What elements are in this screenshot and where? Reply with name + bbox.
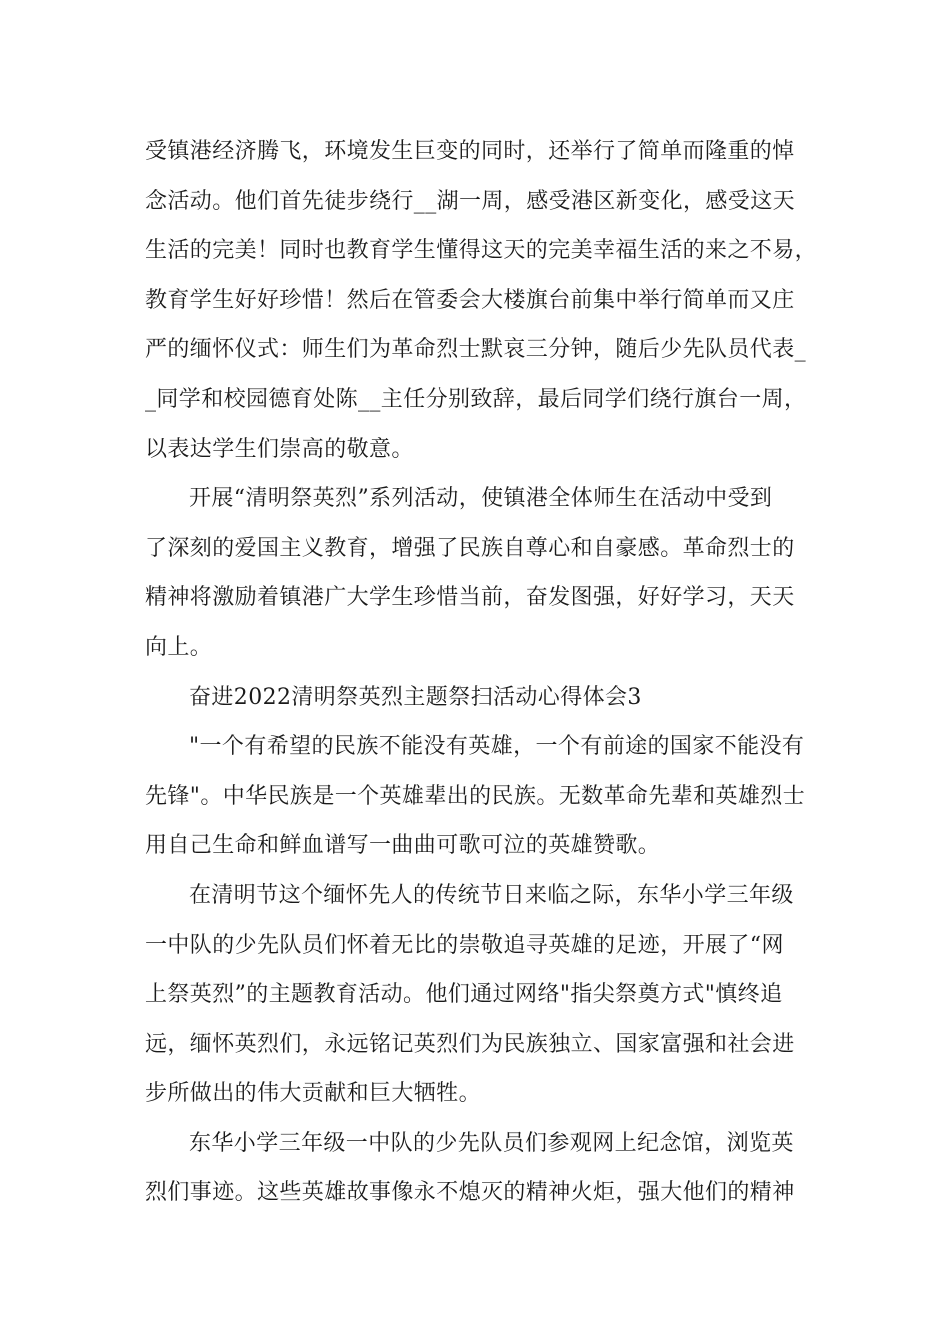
text-line: 用自己生命和鲜血谱写一曲曲可歌可泣的英雄赞歌。 — [145, 833, 661, 859]
paragraph-first-line: "一个有希望的民族不能没有英雄，一个有前途的国家不能没有 — [189, 734, 805, 760]
document-body — [145, 127, 820, 1218]
text-line: 先锋"。中华民族是一个英雄辈出的民族。无数革命先辈和英雄烈士 — [145, 783, 806, 809]
text-line: 精神将激励着镇港广大学生珍惜当前，奋发图强，好好学习，天天 — [145, 585, 795, 611]
text-line: 以表达学生们崇高的敬意。 — [145, 436, 414, 462]
text-line: 向上。 — [145, 634, 213, 660]
text-line: 受镇港经济腾飞，环境发生巨变的同时，还举行了简单而隆重的悼 — [145, 139, 795, 164]
text-line: 烈们事迹。这些英雄故事像永不熄灭的精神火炬，强大他们的精神 — [145, 1180, 795, 1206]
text-line: _同学和校园德育处陈__主任分别致辞，最后同学们绕行旗台一周， — [145, 386, 807, 412]
paragraph-first-line: 开展“清明祭英烈”系列活动，使镇港全体师生在活动中受到 — [189, 486, 773, 512]
paragraph-first-line: 在清明节这个缅怀先人的传统节日来临之际，东华小学三年级 — [189, 882, 794, 908]
text-line: 念活动。他们首先徒步绕行__湖一周，感受港区新变化，感受这天 — [145, 188, 796, 214]
paragraph-first-line: 东华小学三年级一中队的少先队员们参观网上纪念馆，浏览英 — [189, 1130, 794, 1156]
text-line: 上祭英烈”的主题教育活动。他们通过网络"指尖祭奠方式"慎终追 — [145, 982, 783, 1008]
text-line: 教育学生好好珍惜！然后在管委会大楼旗台前集中举行简单而又庄 — [145, 287, 795, 313]
section-heading: 奋进2022清明祭英烈主题祭扫活动心得体会3 — [189, 684, 642, 710]
text-line: 一中队的少先队员们怀着无比的崇敬追寻英雄的足迹，开展了“网 — [145, 932, 784, 958]
text-line: 了深刻的爱国主义教育，增强了民族自尊心和自豪感。革命烈士的 — [145, 535, 795, 561]
text-line: 步所做出的伟大贡献和巨大牺牲。 — [145, 1081, 482, 1107]
text-line: 生活的完美！同时也教育学生懂得这天的完美幸福生活的来之不易， — [145, 238, 818, 264]
text-line: 严的缅怀仪式：师生们为革命烈士默哀三分钟，随后少先队员代表_ — [145, 337, 807, 363]
text-line: 远，缅怀英烈们，永远铭记英烈们为民族独立、国家富强和社会进 — [145, 1031, 795, 1057]
